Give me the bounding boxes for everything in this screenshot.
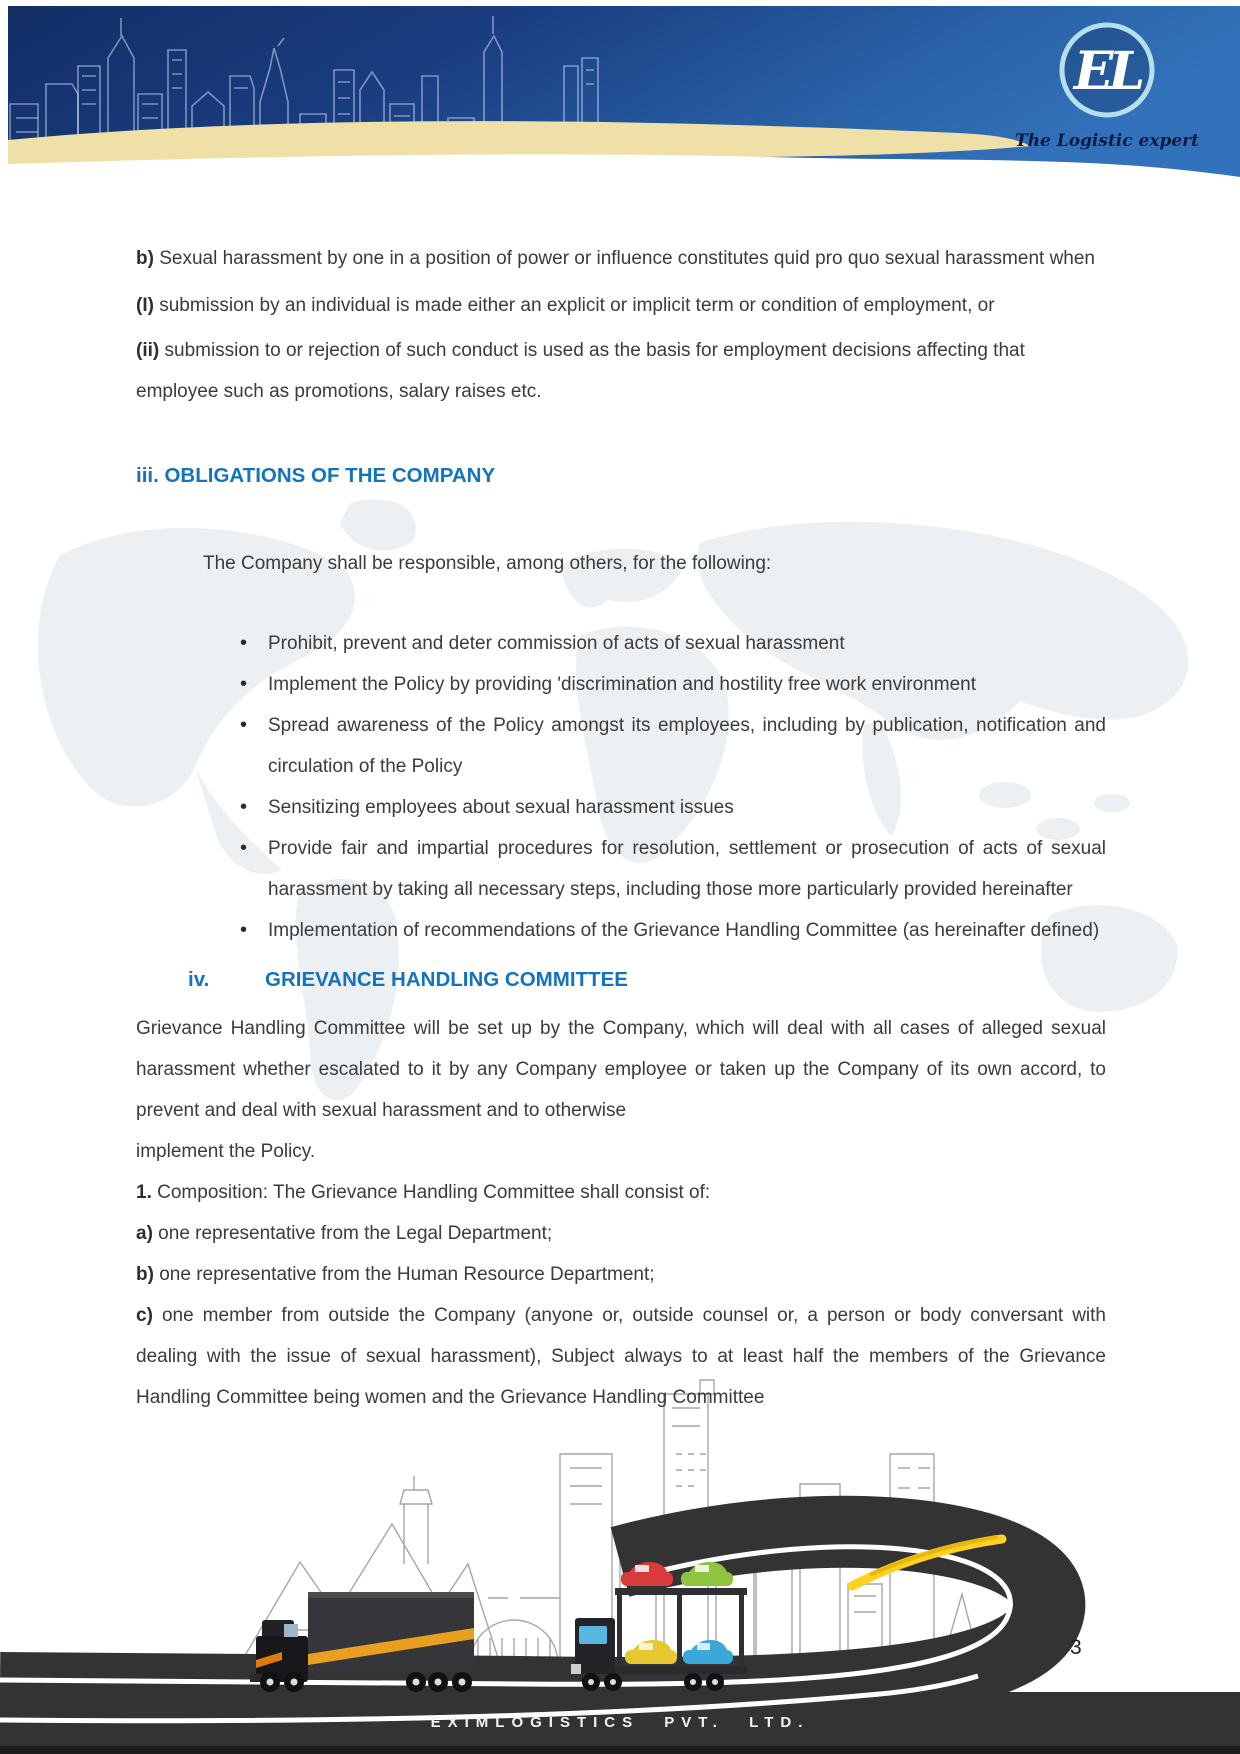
paragraph-c-label: c) <box>136 1305 153 1326</box>
carried-car-yellow <box>625 1640 677 1664</box>
paragraph-composition-label: 1. <box>136 1182 152 1203</box>
road-swoosh <box>0 1532 1049 1693</box>
paragraph-c <box>136 1295 1106 1418</box>
paragraph-b2 <box>136 1254 1106 1295</box>
paragraph-a <box>136 1213 1106 1254</box>
footer-company-name: EXIMLOGISTICS PVT. LTD. <box>430 1714 810 1731</box>
paragraph-ii-text: submission to or rejection of such conduct is used as the basis for employment decisions affecting that employee such as promotions, salary raises etc. <box>136 340 1025 402</box>
list-item: • Implement the Policy by providing 'discrimination and hostility free work environment <box>136 664 1106 705</box>
carried-car-blue <box>683 1640 733 1664</box>
logo-monogram: EL <box>1073 41 1141 102</box>
paragraph-composition-text: Composition: The Grievance Handling Committee shall consist of: <box>151 1182 711 1203</box>
list-item: • Provide fair and impartial procedures for resolution, settlement or prosecution of acts of sexual harassment by taking all necessary steps, including those more particularly provided hereinafter <box>136 828 1106 910</box>
obligations-intro: The Company shall be responsible, among others, for the following: <box>203 553 772 574</box>
paragraph-i <box>136 285 1106 326</box>
page-number: 3 <box>1070 1636 1082 1659</box>
paragraph-b2-text: one representative from the Human Resource Department; <box>153 1264 655 1285</box>
list-item: • Implementation of recommendations of the Grievance Handling Committee (as hereinafter defined) <box>136 910 1106 951</box>
paragraph-c-text: one member from outside the Company (anyone or, outside counsel or, a person or body conversant with dealing with the issue of sexual harassment), Subject always to at least half the members of the Grievance Handling Committee being women and the Grievance Handling Committee <box>136 1305 1106 1408</box>
obligations-list <box>136 623 1106 951</box>
list-item: • Spread awareness of the Policy amongst its employees, including by publication, notification and circulation of the Policy <box>136 705 1106 787</box>
list-item: • Prohibit, prevent and deter commission of acts of sexual harassment <box>136 623 1106 664</box>
paragraph-i-label: (I) <box>136 295 154 316</box>
heading-grievance-title: GRIEVANCE HANDLING COMMITTEE <box>265 968 628 991</box>
paragraph-b-label: b) <box>136 248 154 269</box>
paragraph-ghc-1: Grievance Handling Committee will be set up by the Company, which will deal with all cases of alleged sexual harassment whether escalated to it by any Company employee or taken up the Company of its own accord, to prevent and deal with sexual harassment and to otherwise <box>136 1018 1106 1121</box>
paragraph-a-label: a) <box>136 1223 153 1244</box>
paragraph-ii-label: (ii) <box>136 340 160 361</box>
paragraph-b <box>136 238 1106 279</box>
heading-grievance-committee <box>136 966 1106 994</box>
heading-obligations: iii. OBLIGATIONS OF THE COMPANY <box>136 464 496 487</box>
logo-tagline: The Logistic expert <box>1015 131 1199 151</box>
paragraph-ii <box>136 330 1106 412</box>
letterhead-header <box>8 6 1240 182</box>
header-art <box>8 6 1240 182</box>
paragraph-composition <box>136 1172 1106 1213</box>
paragraph-i-text: submission by an individual is made either an explicit or implicit term or condition of employment, or <box>153 295 995 316</box>
list-item: • Sensitizing employees about sexual harassment issues <box>136 787 1106 828</box>
paragraph-b2-label: b) <box>136 1264 154 1285</box>
heading-grievance-number: iv. <box>188 968 210 991</box>
car-carrier-truck <box>571 1562 747 1691</box>
paragraph-a-text: one representative from the Legal Department; <box>152 1223 553 1244</box>
policy-text <box>136 238 1106 1418</box>
paragraph-ghc-2: implement the Policy. <box>136 1141 316 1162</box>
paragraph-b-text: Sexual harassment by one in a position of power or influence constitutes quid pro quo sexual harassment when <box>153 248 1095 269</box>
